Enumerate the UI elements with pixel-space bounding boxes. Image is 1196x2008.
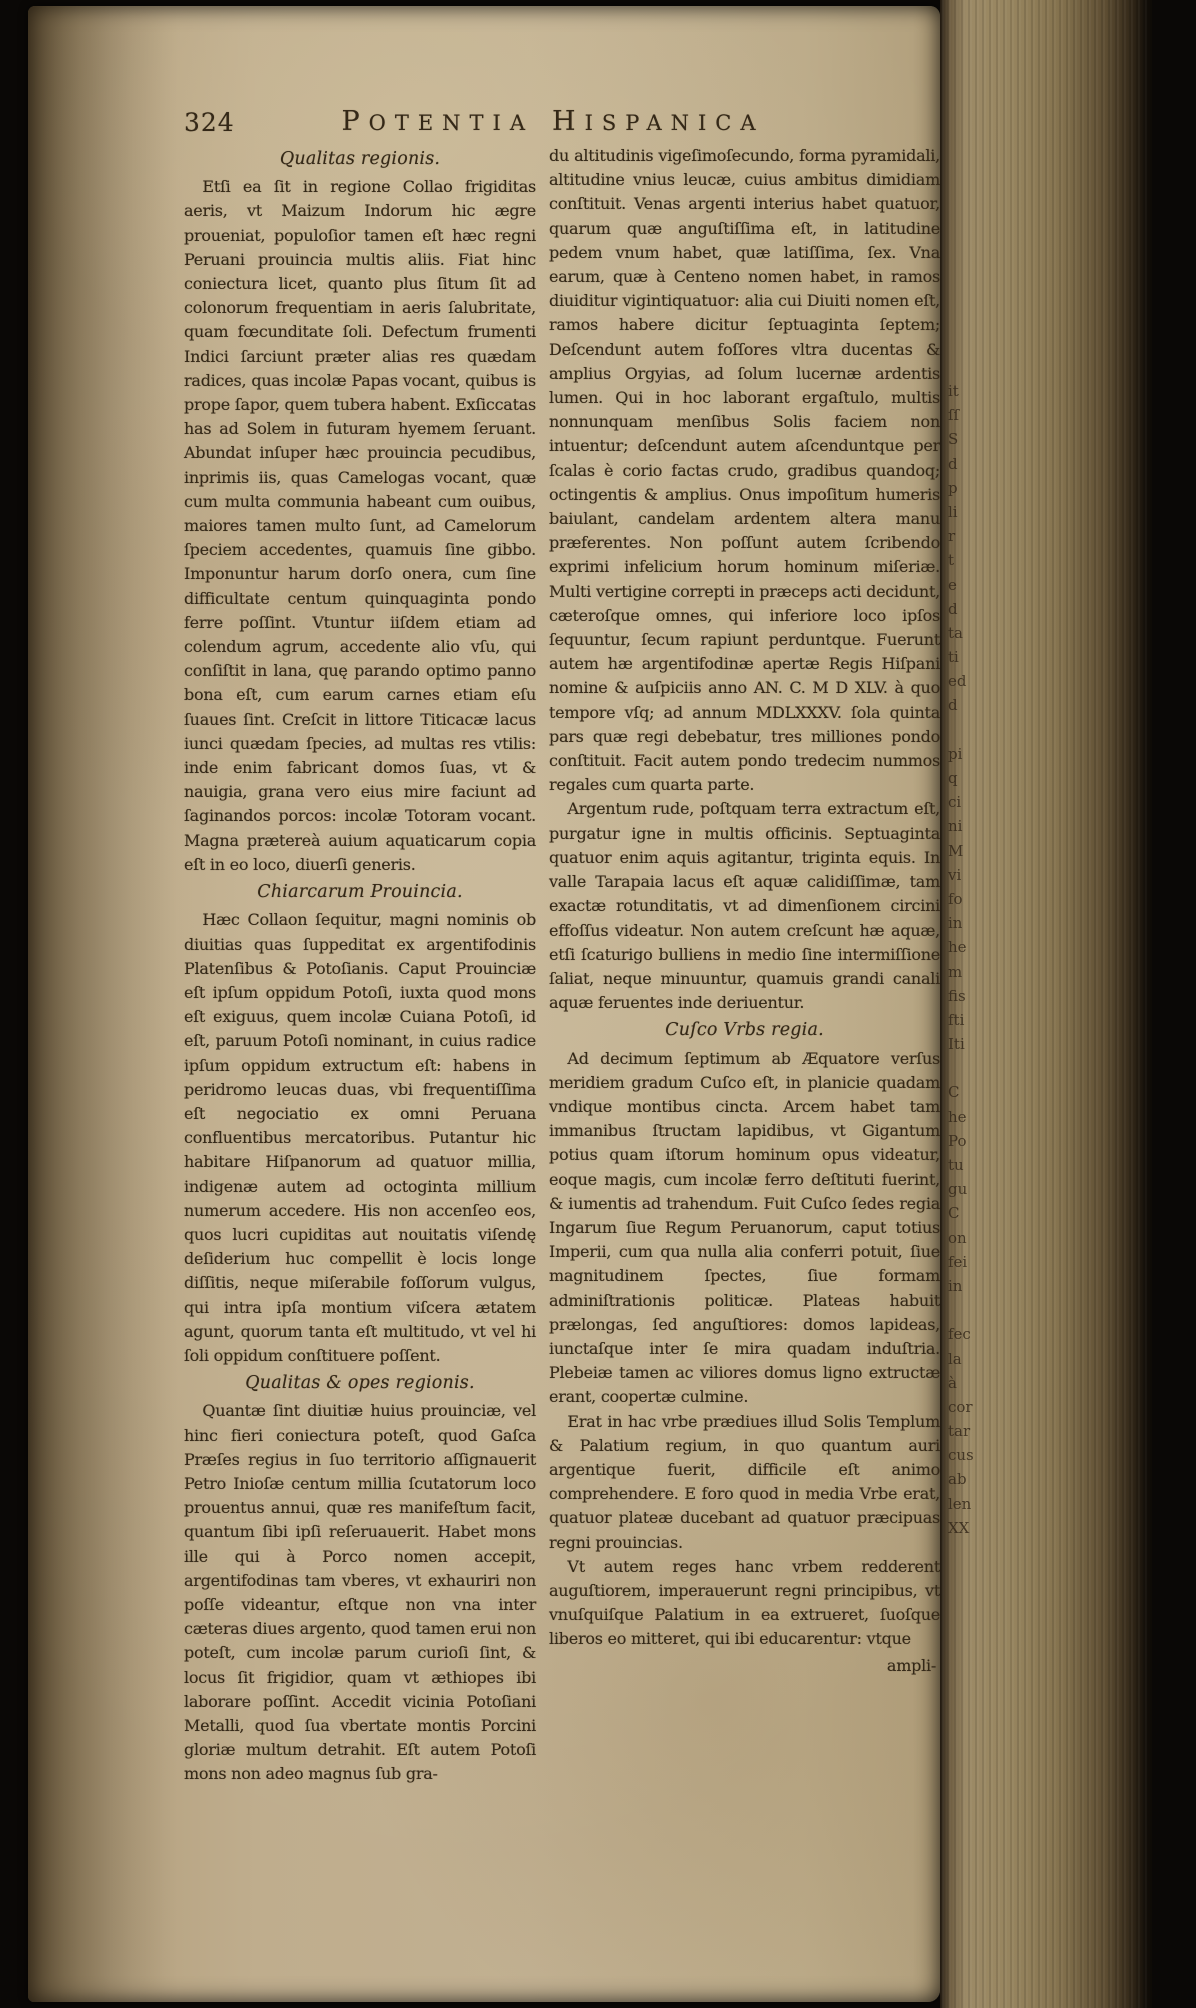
edge-fragment: li [948,502,958,521]
section-heading-qualitas-et-opes: Qualitas & opes regionis. [245,1373,475,1394]
edge-fragment: m [948,962,963,981]
edge-fragment: d [948,599,958,618]
edge-fragment: fei [948,1252,968,1271]
edge-fragment: cus [948,1446,974,1465]
paragraph-collao-region: Etſi ea ſit in regione Collao frigiditas aeris, vt Maizum Indorum hic ægre proueniat, populoſior tamen eſt hæc regni Peruani prouincia multis aliis. Fiat hinc coniectura licet, quanto plus ſitum ſit ad colonorum frequentiam in aeris ſalubritate, quam fœcunditate ſoli. Defectum frumenti Indici ſarciunt præter alias res quædam radices, quas incolæ Papas vocant, quibus is prope ſapor, quem tubera habent. Exſiccatas has ad Solem in futuram hyemem ſeruant. Abundat inſuper hæc prouincia pecudibus, inprimis iis, quas Camelogas vocant, quæ cum multa communia habeant cum ouibus, maiores tamen multo ſunt, ad Camelorum ſpeciem accedentes, quamuis ſine gibbo. Imponuntur harum dorſo onera, cum ſine difficultate centum quinquaginta pondo ferre poſſint. Vtuntur iiſdem etiam ad colendum agrum, accedente alio vſu, qui conſiſtit in lana, quę parando optimo panno bona eſt, cum earum carnes etiam eſu ſuaues ſint. Creſcit in littore Titicacæ lacus iunci quædam ſpecies, ad multas res vtilis: inde enim fabricant domos ſuas, vt & nauigia, grana vero eius mire faciunt ad ſaginandos porcos: incolæ Totoram vocant. Magna prætereà auium aquaticarum copia eſt in eo loco, diuerſi generis. [184,177,536,874]
text-columns [184,144,940,1787]
page-number: 324 [184,108,235,137]
paragraph-region-riches: Quantæ ſint diuitiæ huius prouinciæ, vel hinc fieri coniectura poteſt, quod Gaſca Præſes regius in ſuo territorio aſſignauerit Petro Inioſæ centum millia ſcutatorum loco prouentus annui, quæ res manifeſtum facit, quantum ſibi ipſi reſeruauerit. Habet mons ille qui à Porco nomen accepit, argentifodinas tam vberes, vt exhauriri non poſſe videantur, eſtque non vna inter cæteras diues argento, quod tamen erui non poteſt, cum incolæ parum curioſi ſint, & locus ſit frigidior, quam vt æthiopes ibi laborare poſſint. Accedit vicinia Potoſiani Metalli, quod ſua vbertate montis Porcini gloriæ multum detrahit. Eſt autem Potoſi mons non adeo magnus ſub gra- [184,1401,536,1784]
edge-fragment: ta [948,623,963,642]
left-column [184,144,536,1787]
edge-fragment: ſſ [948,406,960,425]
header-word-hispanica: ISPANICA [584,111,765,135]
edge-fragment [948,721,992,745]
edge-fragment: fec [948,1325,971,1344]
edge-fragment: tar [948,1422,971,1441]
edge-fragment: pi [948,744,963,763]
paragraph-cusco-city: Ad decimum ſeptimum ab Æquatore verſus meridiem gradum Cuſco eſt, in planicie quadam vndique montibus cincta. Arcem habet tam immanibus ſtructam lapidibus, vt Gigantum potius quam iſtorum hominum opus videatur, eoque magis, cum incolæ ferro deſtituti fuerint, & iumentis ad trahendum. Fuit Cuſco ſedes regia Ingarum ſiue Regum Peruanorum, caput totius Imperii, cum qua nulla alia conferri potuit, ſiue magnitudinem ſpectes, ſiue formam adminiſtrationis politicæ. Plateas habuit prælongas, ſed anguſtiores: domos lapideas, iunctaſque inter ſe mira quadam induſtria. Plebeiæ tamen ac viliores domus ligno extructæ erant, coopertæ culmine. [549,1048,940,1407]
edge-fragment: r [948,527,956,546]
edge-fragment: len [948,1494,972,1513]
edge-fragment: ed [948,672,967,691]
header-word-potentia: OTENTIA [368,111,535,135]
paragraph-argentum-rude: Argentum rude, poſtquam terra extractum eſt, purgatur igne in multis officinis. Septuaginta quatuor enim aquis agitantur, triginta equis. In valle Tarapaia lacus eſt aquæ calidiſſimæ, tam exactæ rotunditatis, vt ad dimenſionem circini effoſſus videatur. Non autem creſcunt hæ aquæ, etſi ſcaturigo bulliens in medio ſine intermiſſione ſaliat, neque minuuntur, quamuis grandi canali aquæ feruentes inde deriuentur. [549,799,940,1013]
edge-fragment: ti [948,648,959,667]
edge-fragment: fo [948,889,963,908]
edge-fragment: la [948,1349,962,1368]
edge-fragment: d [948,696,958,715]
edge-fragment: Po [948,1131,967,1150]
paragraph-silver-mines: du altitudinis vigeſimoſecundo, forma pyramidali, altitudine vnius leucæ, cuius ambitus dimidiam conſtituit. Venas argenti interius habet quatuor, quarum quæ anguſtiſſima eſt, in latitudine pedem vnum habet, quæ latiſſima, ſex. Vna earum, quæ à Centeno nomen habet, in ramos diuiditur vigintiquatuor: alia cui Diuiti nomen eſt, ramos habere dicitur ſeptuaginta ſeptem; Deſcendunt autem foſſores vltra ducentas & amplius Orgyias, ad ſolum lucernæ ardentis lumen. Qui in hoc laborant ergaſtulo, multis nonnunquam menſibus Solis faciem non intuentur; deſcendunt autem aſcenduntque per ſcalas è corio factas crudo, gradibus quandoq; octingentis & amplius. Onus impoſitum humeris baiulant, candelam ardentem altera manu præferentes. Non poſſunt autem ſcribendo exprimi infelicium horum hominum miſeriæ. Multi vertigine correpti in præceps acti decidunt, cæteroſque omnes, qui inferiore loco ipſos ſequuntur, ſecum rapiunt perduntque. Fuerunt autem hæ argentifodinæ apertæ Regis Hiſpani nomine & auſpiciis anno AN. C. M D XLV. à quo tempore vſq; ad annum MDLXXXV. ſola quinta pars quæ regi debebatur, tres milliones pondo conſtituit. Facit autem pondo tredecim nummos regales cum quarta parte. [549,146,940,795]
edge-fragment: he [948,938,967,957]
edge-fragment: S [948,430,959,449]
edge-fragment: q [948,769,958,787]
edge-fragment: t [948,551,955,570]
edge-fragment: tu [948,1156,964,1174]
edge-fragment: p [948,478,958,497]
edge-fragment: in [948,914,963,933]
header-initial-h: H [552,106,585,137]
edge-fragment: it [948,382,959,400]
edge-fragment: Iti [948,1035,965,1054]
edge-fragment: on [948,1228,967,1247]
edge-fragment: cor [948,1397,973,1416]
section-heading-qualitas-regionis: Qualitas regionis. [279,149,441,169]
edge-fragment [948,1059,992,1083]
edge-fragment: in [948,1276,963,1295]
section-heading-cusco-vrbs-regia: Cuſco Vrbs regia. [665,1020,824,1041]
paragraph-reges-vrbem: Vt autem reges hanc vrbem redderent auguſtiorem, imperauerunt regni principibus, vt vnuſquiſque Palatium in ea extrueret, ſuoſque liberos eo mitteret, qui ibi educarentur: vtque [549,1556,940,1649]
edge-fragment: ci [948,793,962,812]
catchword: ampli- [886,1655,936,1675]
edge-fragment: vi [948,865,962,884]
edge-fragment: d [948,454,958,473]
edge-fragment: ab [948,1470,967,1489]
facing-page-fore-edge [940,0,1152,2008]
header-initial-p: P [341,106,369,137]
edge-fragment [948,1301,992,1325]
edge-fragment: fti [948,1010,965,1029]
edge-fragment: XX [948,1518,970,1537]
paragraph-solis-templum: Erat in hac vrbe prædiues illud Solis Templum & Palatium regium, in quo quantum auri argentique fuerit, difficile eſt animo comprehendere. E foro quod in media Vrbe erat, quatuor plateæ ducebant ad quatuor præcipuas regni prouincias. [549,1411,940,1552]
edge-fragment: fis [948,986,966,1005]
section-heading-chiarcarum-prouincia: Chiarcarum Prouincia. [257,882,463,903]
edge-fragment: C [948,1204,960,1223]
edge-fragment: ni [948,817,963,836]
right-column [549,144,940,1787]
gutter-shadow [28,6,178,2002]
edge-fragment: C [948,1083,960,1102]
edge-fragment: he [948,1107,967,1126]
paragraph-potosi-town: Hæc Collaon ſequitur, magni nominis ob diuitias quas ſuppeditat ex argentifodinis Platenſibus & Potoſianis. Caput Prouinciæ eſt ipſum oppidum Potoſi, iuxta quod mons eſt exiguus, quem incolæ Cuiana Potoſi, id eſt, paruum Potoſi nominant, in cuius radice ipſum oppidum extructum eſt: habens in peridromo leucas duas, vbi frequentiſſima eſt negociatio ex omni Peruana confluentibus mercatoribus. Putantur hic habitare Hiſpanorum ad quatuor millia, indigenæ autem ad octoginta millium numerum accedere. His non accenſeo eos, quos lucri cupiditas aut nouitatis viſendę deſiderium huc compellit è locis longe diſſitis, neque miſerabile foſſorum vulgus, qui intra ipſa montium viſcera ætatem agunt, quorum tanta eſt multitudo, vt vel hi ſoli oppidum conſtituere poſſent. [184,910,536,1365]
facing-page-text-fragments [948,382,992,1543]
book-page [28,6,940,2002]
edge-fragment: M [948,841,964,860]
edge-fragment: gu [948,1180,968,1199]
running-header [168,106,938,137]
edge-fragment: e [948,575,957,594]
edge-fragment: à [948,1373,957,1392]
